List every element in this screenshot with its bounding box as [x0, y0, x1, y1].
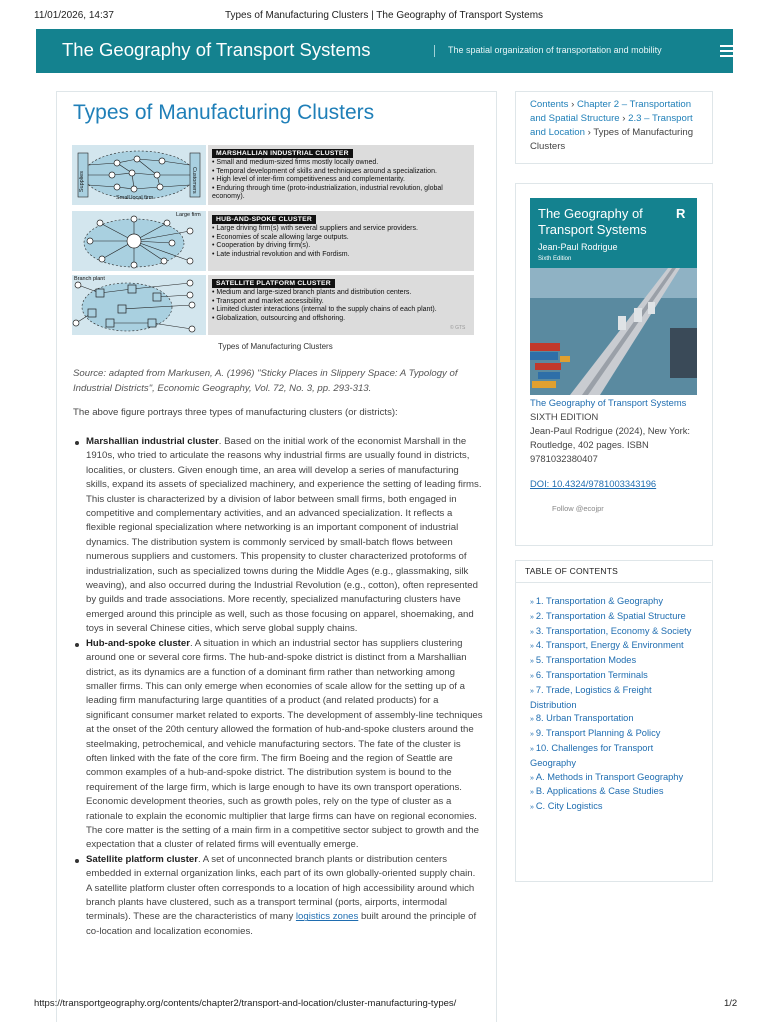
print-url: https://transportgeography.org/contents/chapter2/transport-and-location/cluster-manufacturing-types/: [34, 998, 457, 1009]
toc-item[interactable]: » 10. Challenges for Transport Geography: [530, 742, 698, 771]
hub-spoke-text-box: [208, 211, 474, 271]
breadcrumb-current: Types of Manufacturing Clusters: [530, 127, 694, 152]
page-number: 1/2: [724, 998, 738, 1009]
figure-source: Source: adapted from Markusen, A. (1996) "Sticky Places in Slippery Space: A Typology of Industrial Districts", Economic Geography, Vol. 72, No. 3, pp. 293-313.: [73, 368, 458, 394]
supplies-label: Supplies: [79, 171, 85, 193]
site-title[interactable]: The Geography of Transport Systems: [62, 39, 371, 60]
large-firm-label: Large firm: [176, 212, 201, 218]
list-item: [73, 637, 483, 853]
bullet: • Late industrial revolution and with Fordism.: [212, 251, 470, 260]
toc-header: [515, 560, 711, 583]
marshallian-text-box: [208, 145, 474, 205]
book-link[interactable]: The Geography of Transport Systems: [530, 397, 687, 408]
bullet: • Transport and market accessibility.: [212, 298, 470, 307]
figure-panel-satellite: [72, 275, 474, 335]
breadcrumb-contents[interactable]: Contents: [530, 99, 569, 110]
figure-copyright: © GTS: [450, 325, 466, 331]
book-edition: SIXTH EDITION: [530, 411, 599, 422]
breadcrumb-chapter-2[interactable]: Chapter 2 – Transportation and Spatial Structure: [530, 99, 692, 124]
marshallian-header: MARSHALLIAN INDUSTRIAL CLUSTER: [212, 149, 353, 158]
cover-title: The Geography of Transport Systems: [538, 206, 647, 237]
bullet: • Temporal development of skills and techniques around a specialization.: [212, 168, 470, 177]
satellite-header: SATELLITE PLATFORM CLUSTER: [212, 279, 335, 288]
toc-item[interactable]: » 3. Transportation, Economy & Society: [530, 625, 698, 640]
cover-edition: Sixth Edition: [538, 256, 572, 262]
list-item: [73, 435, 483, 637]
toc-item[interactable]: » 7. Trade, Logistics & Freight Distribution: [530, 684, 698, 713]
marshallian-bullets: [212, 159, 470, 202]
toc-heading: TABLE OF CONTENTS: [525, 566, 618, 576]
toc-list: [530, 595, 698, 815]
term-hub-spoke: Hub-and-spoke cluster: [86, 637, 190, 649]
toc-item[interactable]: » A. Methods in Transport Geography: [530, 771, 698, 786]
clusters-figure: [72, 145, 474, 337]
desc-satellite-end: built around the principle of co-location and localization economies.: [86, 911, 477, 937]
bullet: • Globalization, outsourcing and offshoring.: [212, 315, 470, 324]
toc-item[interactable]: » B. Applications & Case Studies: [530, 785, 698, 800]
satellite-diagram: [72, 275, 206, 335]
book-info: [530, 396, 702, 466]
toc-item[interactable]: » 2. Transportation & Spatial Structure: [530, 610, 698, 625]
toc-item[interactable]: » C. City Logistics: [530, 800, 698, 815]
breadcrumb: Contents › Chapter 2 – Transportation and Spatial Structure › 2.3 – Transport and Location › Types of Manufacturing Clusters: [530, 99, 694, 152]
customers-label: Customers: [191, 167, 197, 194]
toc-item[interactable]: » 5. Transportation Modes: [530, 654, 698, 669]
toc-item[interactable]: » 9. Transport Planning & Policy: [530, 727, 698, 742]
bullet: • Cooperation by driving firm(s).: [212, 242, 470, 251]
cover-author: Jean-Paul Rodrigue: [538, 242, 618, 252]
book-cover[interactable]: [530, 198, 697, 395]
term-marshallian: Marshallian industrial cluster: [86, 436, 219, 447]
banner-divider: [434, 45, 435, 57]
site-banner: [36, 29, 733, 73]
desc-hub-spoke: . A situation in which an industrial sector has suppliers clustering around one or several core firms. The hub-and-spoke district is distinct from a Marshallian district, as its dynamics are a function of a dominant firm rather than networking among smaller firms. This can only emerge when economies of scale allow for the setting up of a leading firm manufacturing large quantities of a product (and related products) for a significant consumer market related to exports. The development of assembly-line techniques at the onset of the 20th century allowed the formation of hub-and-spoke clusters around the steelmaking, petrochemical, and vehicle manufacturing sectors. The fate of the cluster is often linked with the fate of the core firm. The firm Boeing and the region of Seattle are common examples of a hub-and-spoke district. The distribution system is bound to the requirement of the large firm, which is large enough to have its own transport operations. Economic development theories, such as growth poles, rely on the type of cluster as a rationale to explain the economic multiplier that large firms can have on regional economies. The core matter is the setting of a main firm in a competitive sector subject to growth and the expectation that a cluster of related firms will eventually emerge.: [86, 637, 483, 851]
toc-item[interactable]: » 1. Transportation & Geography: [530, 595, 698, 610]
branch-plant-label: Branch plant: [74, 276, 105, 282]
figure-panel-hub-spoke: [72, 211, 474, 271]
bullet: • Small and medium-sized firms mostly locally owned.: [212, 159, 470, 168]
hub-spoke-header: HUB-AND-SPOKE CLUSTER: [212, 215, 316, 224]
hamburger-menu-icon[interactable]: [720, 45, 738, 57]
port-bridge-image: [530, 268, 697, 395]
page-title: Types of Manufacturing Clusters: [73, 101, 375, 124]
satellite-text-box: [208, 275, 474, 335]
follow-button[interactable]: Follow @ecojpr: [552, 504, 604, 513]
cluster-types-list: [73, 435, 483, 939]
marshallian-diagram: [72, 145, 206, 205]
toc-item[interactable]: » 4. Transport, Energy & Environment: [530, 639, 698, 654]
figure-panel-marshallian: [72, 145, 474, 205]
bullet: • Large driving firm(s) with several suppliers and service providers.: [212, 225, 470, 234]
desc-marshallian: . Based on the initial work of the economist Marshall in the 1910s, who tried to articulate the reasons why industrial firms are usually found in districts, localities, or clusters. Given enough time, an area will develop a series of manufacturing skills, expand its assets of specialized machinery, and experience the setting of leading firms. This cluster is characterized by a division of labor between small firms, both engaged in competitive and complementary activities, and an advanced specialization. It reflects a flexible regional specialization where networking is an important component of industrial dynamics. The distribution system is commonly serviced by small-batch flows between numerous suppliers and customers. This propensity to cluster characterized protoforms of industrialization, such as specialized towns during the Middle Ages (e.g., glassmaking, silk weaving), and also occurred during the Industrial Revolution (e.g., cotton), often represented by guilds and trade associations. More recently, specialized manufacturing clusters have emerged around this principle as well, such as those focusing on apparel, shoemaking, and toys in several Chinese cities, which serve global supply chains.: [86, 436, 482, 635]
site-tagline: The spatial organization of transportation and mobility: [448, 45, 662, 55]
bullet: • Enduring through time (proto-industrialization, industrial revolution, global economy).: [212, 185, 470, 202]
bullet: • High level of inter-firm competitiveness and complementarity.: [212, 176, 470, 185]
bullet: • Limited cluster interactions (internal to the supply chains of each plant).: [212, 306, 470, 315]
print-datetime: 11/01/2026, 14:37: [34, 10, 114, 21]
publisher-logo: R: [676, 206, 686, 221]
print-page-title: Types of Manufacturing Clusters | The Geography of Transport Systems: [224, 10, 544, 21]
toc-item[interactable]: » 8. Urban Transportation: [530, 712, 698, 727]
figure-caption: Types of Manufacturing Clusters: [218, 342, 333, 351]
article-intro: The above figure portrays three types of manufacturing clusters (or districts):: [73, 407, 398, 418]
hub-spoke-bullets: [212, 225, 470, 259]
small-local-firm-label: Small local firm: [116, 195, 154, 201]
desc-satellite: . A set of unconnected branch plants or distribution centers embedded in external organization links, each part of its own globally-oriented supply chain. A satellite platform cluster often corresponds to a location of high accessibility around which branch plants have clustered, such as a transport terminal (ports, airports, intermodal terminals). These are the characteristics of many: [86, 853, 476, 923]
term-satellite: Satellite platform cluster: [86, 853, 198, 865]
bullet: • Economies of scale allowing large outputs.: [212, 234, 470, 243]
toc-item[interactable]: » 6. Transportation Terminals: [530, 669, 698, 684]
list-item: [73, 853, 483, 939]
doi-link[interactable]: DOI: 10.4324/9781003343196: [530, 478, 657, 489]
satellite-bullets: [212, 289, 470, 323]
breadcrumb-section-2-3[interactable]: 2.3 – Transport and Location: [530, 113, 693, 138]
logistics-zones-link[interactable]: logistics zones: [295, 911, 359, 923]
bullet: • Medium and large-sized branch plants and distribution centers.: [212, 289, 470, 298]
hub-spoke-diagram: [72, 211, 206, 271]
book-citation: Jean-Paul Rodrigue (2024), New York: Routledge, 402 pages. ISBN 9781032380407: [530, 425, 690, 464]
